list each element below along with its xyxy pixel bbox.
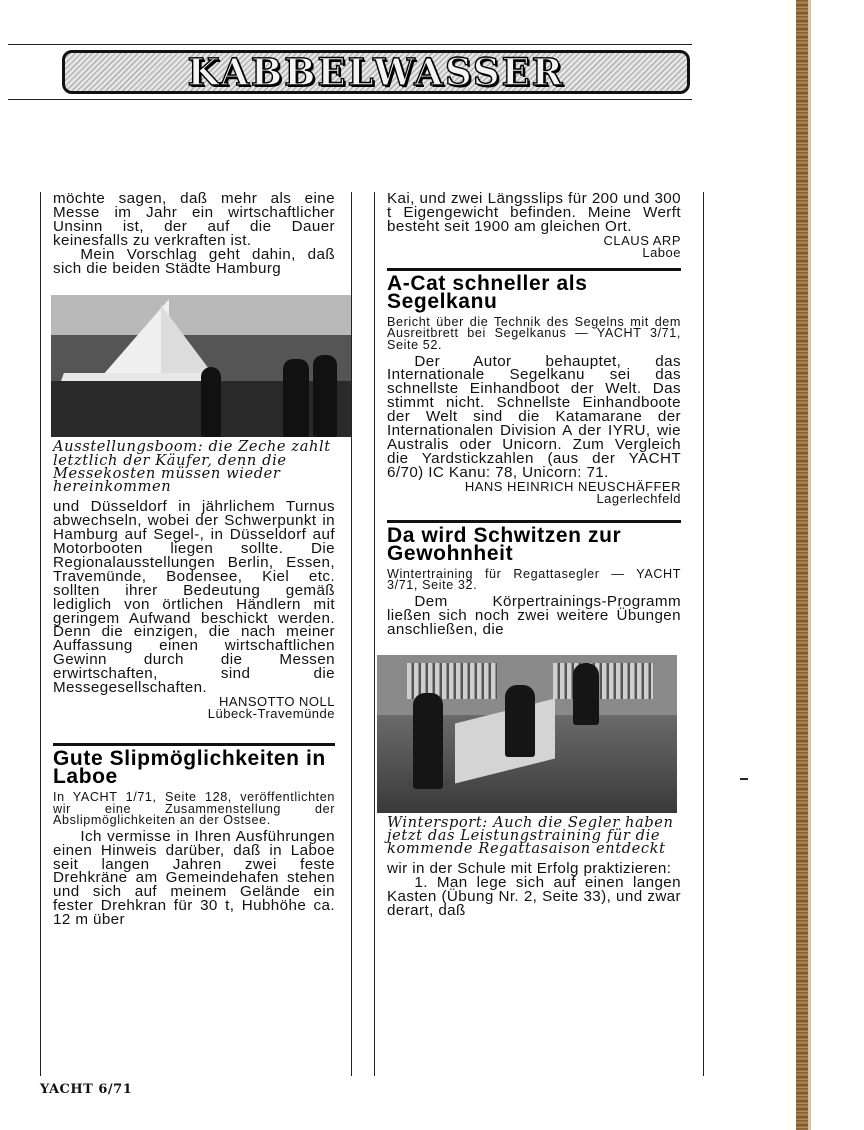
winter-training-photo xyxy=(377,655,677,813)
masthead-banner xyxy=(62,50,690,94)
article-reference-schwitzen: Wintertraining für Regattasegler — YACHT 3/71, Seite 32. xyxy=(387,566,681,593)
article-body-schwitzen-2: wir in der Schule mit Erfolg praktizieren: xyxy=(387,860,672,878)
article-body-acat: Der Autor behauptet, das Internationale Segelkanu sei das schnellste Einhandboot der Welt. Das stimmt nicht. Schnellste Einhandboote der Welt sind die Katamarane der Internationalen Division A der IYRU, wie Australis oder Unicorn. Zum Vergleich die Yardstickzahlen (aus der YACHT 6/70) IC Kanu: 78, Unicorn: 71. xyxy=(387,352,681,481)
left-signature xyxy=(53,693,335,722)
signature-name: HANS HEINRICH NEUSCHÄFFER xyxy=(464,478,681,494)
photo-athlete-figure xyxy=(413,693,443,789)
article-body-schwitzen: Dem Körpertrainings-Programm ließen sich noch zwei weitere Übungen anschließen, die xyxy=(387,592,681,638)
signature-name: CLAUS ARP xyxy=(603,232,681,248)
masthead-title: KABBELWASSER xyxy=(187,50,565,94)
photo-visitor-figure xyxy=(283,359,309,437)
left-intro-paragraph-1: möchte sagen, daß mehr als eine Messe im Jahr ein wirtschaftlicher Unsinn ist, der auf die Dauer keinesfalls zu verkraften ist. xyxy=(53,190,335,249)
right-signature-1 xyxy=(387,232,681,261)
page-binding-shadow xyxy=(808,0,811,1130)
photo-gym-window xyxy=(553,663,653,699)
winter-training-photo-caption: Wintersport: Auch die Segler haben jetzt das Leistungstraining für die kommende Regattasaison entdeckt xyxy=(387,813,674,857)
left-intro-paragraph-2: Mein Vorschlag geht dahin, daß sich die beiden Städte Hamburg xyxy=(53,245,335,277)
boat-show-photo xyxy=(51,295,351,437)
header-rule-top xyxy=(8,44,692,45)
photo-athlete-figure xyxy=(573,663,599,725)
signature-place: Laboe xyxy=(642,245,681,261)
left-column xyxy=(40,192,352,1076)
right-signature-2 xyxy=(387,478,681,507)
article-body-schwitzen-3: 1. Man lege sich auf einen langen Kasten (Übung Nr. 2, Seite 33), und zwar derart, daß xyxy=(387,874,681,919)
signature-name: HANSOTTO NOLL xyxy=(218,693,335,709)
article-headline-acat: A-Cat schneller als Segelkanu xyxy=(387,268,681,311)
header-rule-bottom xyxy=(8,99,692,100)
photo-visitor-figure xyxy=(313,355,337,437)
photo-athlete-figure xyxy=(505,685,535,757)
right-continuation-paragraph: Kai, und zwei Längsslips für 200 und 300 t Eigengewicht befinden. Meine Werft besteht seit 1900 am gleichen Ort. xyxy=(387,190,681,235)
article-body-slip: Ich vermisse in Ihren Ausführungen einen Hinweis darüber, daß in Laboe seit langen Jahren zwei feste Drehkräne am Gemeindehafen stehen und sich auf meinem Gelände ein fester Drehkran für 30 t, Hubhöhe ca. 12 m über xyxy=(53,827,335,929)
article-reference-acat: Bericht über die Technik des Segelns mit dem Ausreitbrett bei Segelkanus — YACHT 3/71, Seite 52. xyxy=(387,314,681,352)
page-binding-edge xyxy=(796,0,808,1130)
left-body-paragraph: und Düsseldorf in jährlichem Turnus abwechseln, wobei der Schwerpunkt in Hamburg auf Segel-, in Düsseldorf auf Motorbooten liegen sollte. Die Regionalausstellungen Berlin, Essen, Travemünde, Bodensee, Kiel etc. sollten ihrer Bedeutung gemäß lediglich von örtlichen Händlern mit geringem Aufwand beschickt werden. Denn die einzigen, die nach meiner Auffassung einen wirtschaftlichen Gewinn durch die Messen erwirtschaften, sind die Messegesellschaften. xyxy=(53,498,335,697)
right-column xyxy=(374,192,704,1076)
signature-place: Lübeck-Travemünde xyxy=(207,706,335,722)
signature-place: Lagerlechfeld xyxy=(596,491,681,507)
article-headline-slip: Gute Slipmöglichkeiten in Laboe xyxy=(53,743,335,786)
margin-mark xyxy=(740,778,748,780)
article-reference-slip: In YACHT 1/71, Seite 128, veröffentlichten wir eine Zusammenstellung der Abslipmöglichkeiten an der Ostsee. xyxy=(53,789,335,828)
article-headline-schwitzen: Da wird Schwitzen zur Gewohnheit xyxy=(387,520,681,563)
boat-show-photo-caption: Ausstellungsboom: die Zeche zahlt letztlich der Käufer, denn die Messekosten müssen wieder hereinkommen xyxy=(53,438,331,496)
page-footer-issue: YACHT 6/71 xyxy=(40,1082,133,1097)
photo-visitor-figure xyxy=(201,367,221,437)
